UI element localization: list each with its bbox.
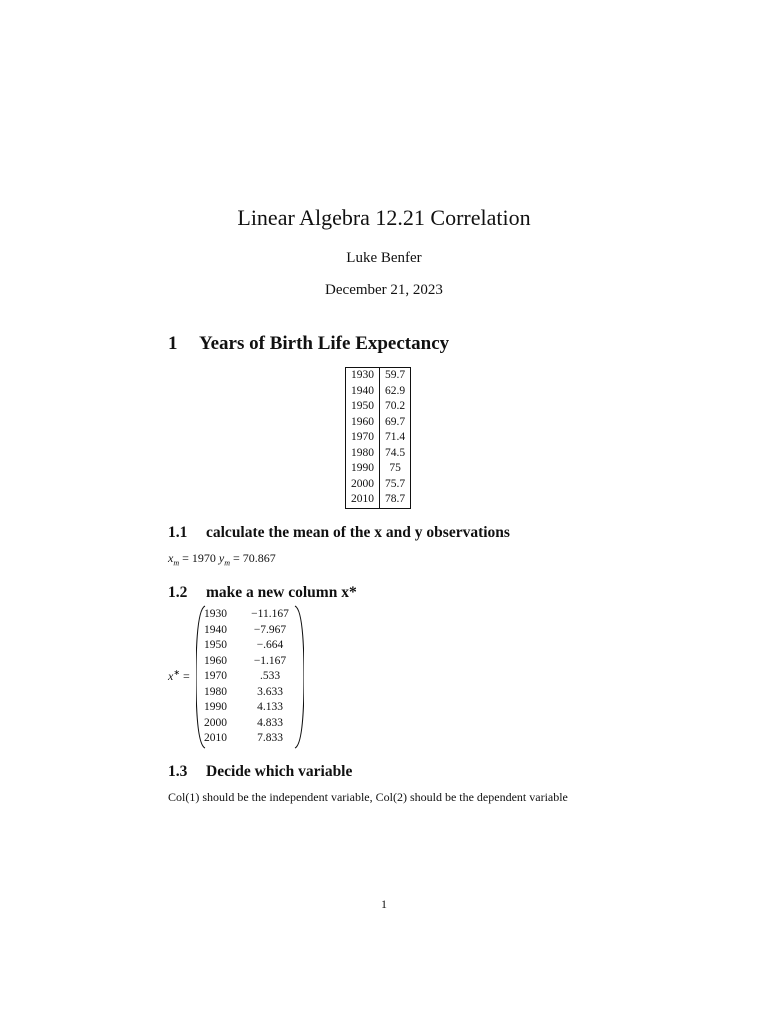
year-cell: 1930 bbox=[346, 368, 380, 384]
life-expectancy-cell: 74.5 bbox=[385, 446, 406, 459]
year-cell: 2010 bbox=[346, 492, 380, 508]
matrix-value-cell: −11.167 bbox=[251, 608, 289, 620]
matrix-body bbox=[204, 607, 294, 747]
document-date: December 21, 2023 bbox=[325, 282, 443, 298]
table-row bbox=[346, 368, 411, 384]
section-number: 1 bbox=[168, 333, 178, 354]
y-mean-symbol: y bbox=[218, 551, 225, 565]
subsection-number: 1.1 bbox=[168, 524, 188, 541]
matrix-row bbox=[204, 607, 294, 623]
life-expectancy-cell: 75 bbox=[389, 462, 401, 474]
table-row bbox=[346, 384, 411, 400]
matrix-value-cell: −7.967 bbox=[253, 623, 287, 636]
xstar-superscript: ∗ bbox=[173, 668, 181, 677]
matrix-value-cell: 4.833 bbox=[257, 716, 283, 729]
x-mean-symbol: x bbox=[168, 551, 174, 565]
matrix-value-cell: −.664 bbox=[256, 639, 284, 651]
life-expectancy-cell: 75.7 bbox=[385, 477, 406, 490]
table-row bbox=[346, 430, 411, 446]
subsection-number: 1.2 bbox=[168, 584, 188, 601]
y-mean-subscript: m bbox=[224, 558, 230, 568]
life-expectancy-cell: 59.7 bbox=[385, 369, 406, 381]
matrix-year-cell: 2000 bbox=[204, 716, 227, 729]
matrix-row bbox=[204, 685, 294, 701]
x-mean-subscript: m bbox=[173, 558, 180, 568]
life-expectancy-cell: 71.4 bbox=[385, 431, 406, 443]
matrix-year-cell: 1950 bbox=[204, 639, 227, 651]
means-line bbox=[168, 551, 276, 567]
year-cell: 1940 bbox=[346, 384, 380, 400]
table-row bbox=[346, 461, 411, 477]
birth-life-table bbox=[345, 367, 411, 509]
xstar-symbol: x bbox=[168, 669, 174, 683]
x-mean-value: = 1970 bbox=[179, 551, 219, 565]
year-cell: 1950 bbox=[346, 399, 380, 415]
subsection-number: 1.3 bbox=[168, 763, 188, 780]
life-expectancy-cell: 62.9 bbox=[385, 384, 406, 397]
year-cell: 1990 bbox=[346, 461, 380, 477]
paragraph-text: Col(1) should be the independent variable, Col(2) should be the dependent variable bbox=[168, 790, 568, 804]
xstar-equals: = bbox=[180, 669, 190, 683]
section-title: Years of Birth Life Expectancy bbox=[199, 333, 450, 354]
matrix-year-cell: 1980 bbox=[204, 685, 227, 698]
document-title: Linear Algebra 12.21 Correlation bbox=[237, 205, 531, 230]
matrix-year-cell: 1960 bbox=[204, 654, 227, 667]
year-cell: 1960 bbox=[346, 415, 380, 431]
life-expectancy-cell: 69.7 bbox=[385, 415, 406, 428]
matrix-year-cell: 2010 bbox=[204, 732, 227, 744]
subsection-title: Decide which variable bbox=[206, 763, 353, 780]
subsection-heading-1-3 bbox=[168, 763, 352, 781]
subsection-heading-1-1 bbox=[168, 524, 510, 542]
matrix-row bbox=[204, 623, 294, 639]
year-cell: 1970 bbox=[346, 430, 380, 446]
document-author: Luke Benfer bbox=[346, 250, 422, 266]
subsection-heading-1-2 bbox=[168, 584, 357, 602]
page-number: 1 bbox=[381, 897, 387, 911]
matrix-value-cell: 7.833 bbox=[257, 732, 283, 744]
matrix-row bbox=[204, 700, 294, 716]
matrix-row bbox=[204, 716, 294, 732]
matrix-value-cell: .533 bbox=[259, 670, 281, 682]
subsection-title: make a new column x* bbox=[206, 584, 357, 601]
matrix-value-cell: −1.167 bbox=[253, 654, 287, 667]
matrix-row bbox=[204, 638, 294, 654]
y-mean-value: = 70.867 bbox=[230, 551, 276, 565]
matrix-row bbox=[204, 669, 294, 685]
subsection-title: calculate the mean of the x and y observations bbox=[206, 524, 510, 541]
table-row bbox=[346, 399, 411, 415]
section-heading-1 bbox=[168, 333, 449, 355]
matrix-row bbox=[204, 654, 294, 670]
matrix-year-cell: 1970 bbox=[204, 670, 227, 682]
matrix-value-cell: 4.133 bbox=[257, 701, 283, 713]
matrix-year-cell: 1940 bbox=[204, 623, 227, 636]
matrix-value-cell: 3.633 bbox=[257, 685, 283, 698]
life-expectancy-cell: 70.2 bbox=[385, 400, 406, 412]
year-cell: 2000 bbox=[346, 477, 380, 493]
table-row bbox=[346, 446, 411, 462]
table-row bbox=[346, 492, 411, 508]
matrix-year-cell: 1990 bbox=[204, 701, 227, 713]
table-row bbox=[346, 415, 411, 431]
xstar-label bbox=[168, 668, 190, 684]
xstar-matrix bbox=[196, 604, 304, 750]
matrix-row bbox=[204, 731, 294, 747]
year-cell: 1980 bbox=[346, 446, 380, 462]
table-row bbox=[346, 477, 411, 493]
life-expectancy-cell: 78.7 bbox=[385, 493, 406, 505]
matrix-year-cell: 1930 bbox=[204, 608, 227, 620]
